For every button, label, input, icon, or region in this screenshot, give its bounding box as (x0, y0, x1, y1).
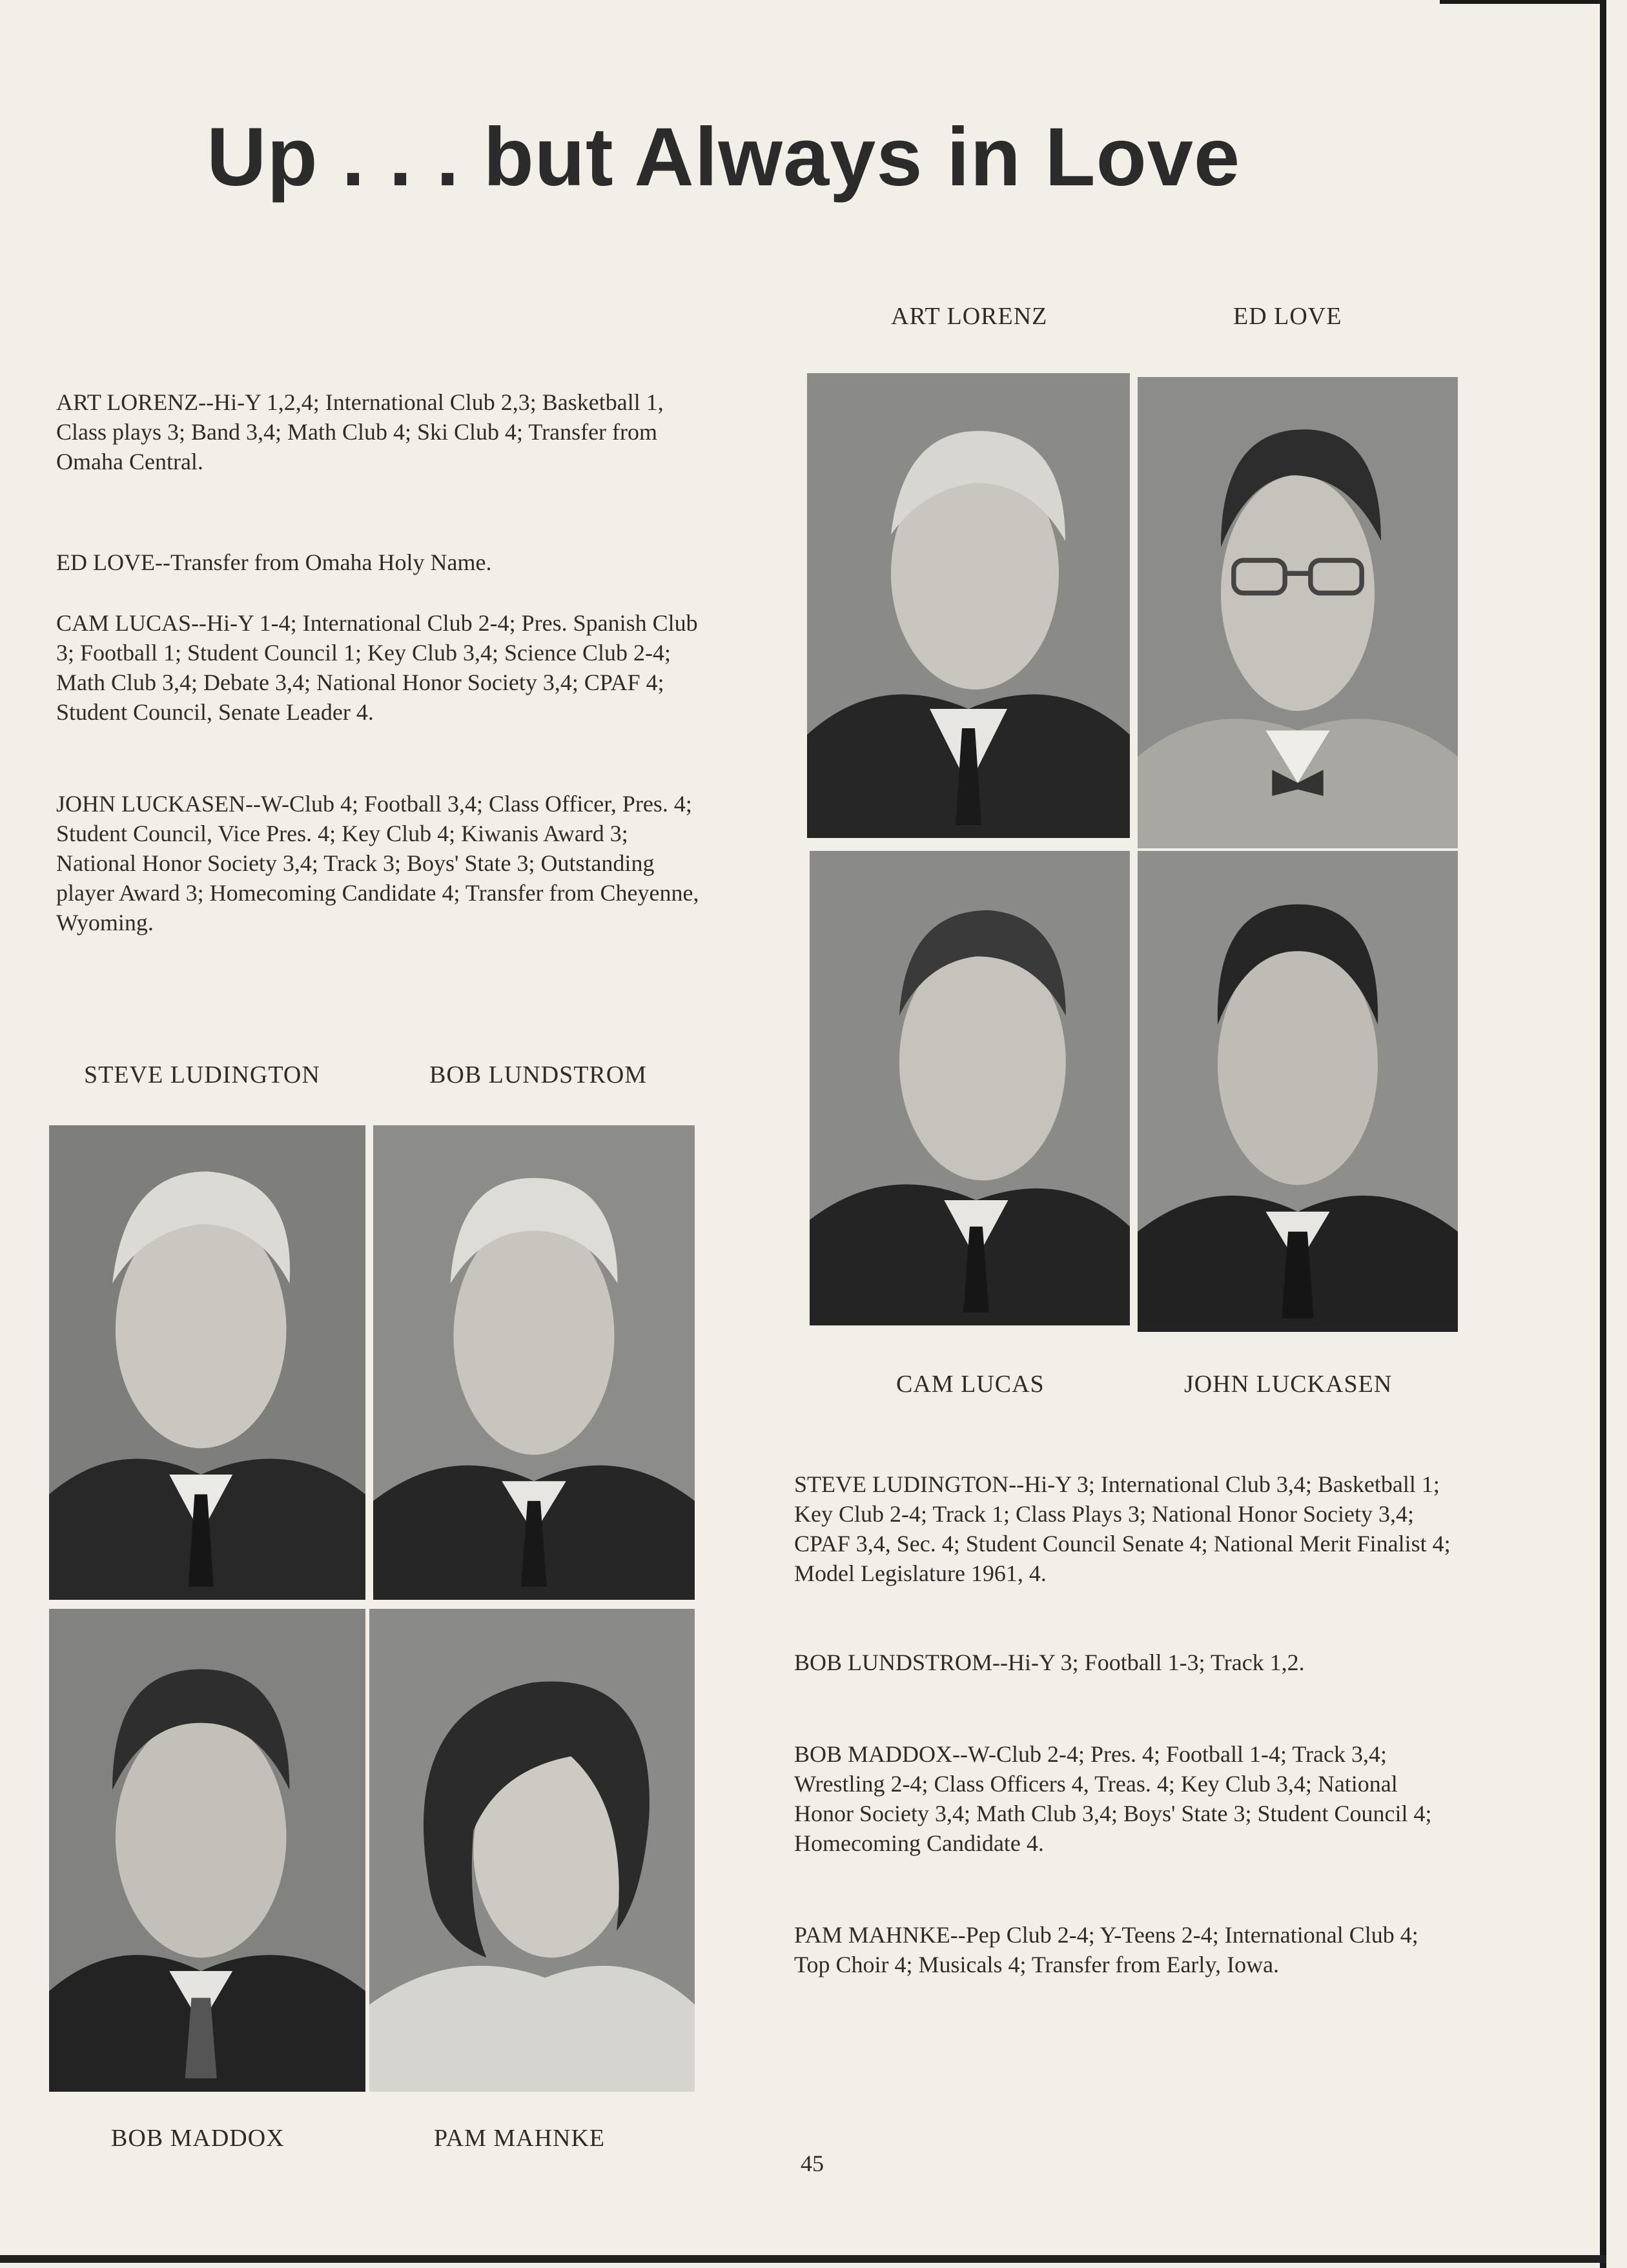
portrait-ed-love (1138, 377, 1458, 848)
caption-bob-lundstrom: BOB LUNDSTROM (429, 1061, 648, 1088)
caption-art-lorenz: ART LORENZ (891, 303, 1048, 330)
bio-steve-ludington: STEVE LUDINGTON--Hi-Y 3; International Club 3,4; Basketball 1; Key Club 2-4; Track 1; Class Plays 3; National Honor Society 3,4; CPAF 3,4, Sec. 4; Student Council Senate 4; National Merit Finalist 4; Model Legislature 1961, 4. (794, 1471, 1451, 1586)
bio-art-lorenz: ART LORENZ--Hi-Y 1,2,4; International Club 2,3; Basketball 1, Class plays 3; Band 3,4; Math Club 4; Ski Club 4; Transfer from Omaha Central. (56, 389, 664, 475)
bio-john-luckasen: JOHN LUCKASEN--W-Club 4; Football 3,4; Class Officer, Pres. 4; Student Council, Vice Pres. 4; Key Club 4; Kiwanis Award 3; National Honor Society 3,4; Track 3; Boys' State 3; Outstanding player Award 3; Homecoming Candidate 4; Transfer from Cheyenne, Wyoming. (56, 791, 699, 935)
bio-cam-lucas: CAM LUCAS--Hi-Y 1-4; International Club 2-4; Pres. Spanish Club 3; Football 1; Student Council 1; Key Club 3,4; Science Club 2-4; Math Club 3,4; Debate 3,4; National Honor Society 3,4; CPAF 4; Student Council, Senate Leader 4. (56, 610, 698, 725)
bio-pam-mahnke: PAM MAHNKE--Pep Club 2-4; Y-Teens 2-4; International Club 4; Top Choir 4; Musicals 4; Transfer from Early, Iowa. (794, 1922, 1418, 1977)
page-number: 45 (801, 2151, 824, 2176)
caption-bob-maddox: BOB MADDOX (111, 2125, 285, 2152)
bio-bob-maddox: BOB MADDOX--W-Club 2-4; Pres. 4; Football 1-4; Track 3,4; Wrestling 2-4; Class Officers 4, Treas. 4; Key Club 3,4; National Honor Society 3,4; Math Club 3,4; Boys' State 3; Student Council 4; Homecoming Candidate 4. (794, 1741, 1432, 1856)
caption-cam-lucas: CAM LUCAS (896, 1371, 1045, 1398)
portrait-bob-lundstrom (373, 1125, 695, 1600)
portrait-bob-maddox (49, 1609, 365, 2092)
page-edge-top (1440, 0, 1606, 4)
page-edge-right (1600, 0, 1606, 2268)
bio-bob-lundstrom: BOB LUNDSTROM--Hi-Y 3; Football 1-3; Track 1,2. (794, 1650, 1305, 1675)
page-edge-bottom (0, 2255, 1606, 2263)
caption-pam-mahnke: PAM MAHNKE (434, 2125, 606, 2152)
caption-steve-ludington: STEVE LUDINGTON (84, 1061, 320, 1088)
portrait-cam-lucas (810, 851, 1130, 1325)
portrait-john-luckasen (1138, 851, 1458, 1332)
bio-ed-love: ED LOVE--Transfer from Omaha Holy Name. (56, 549, 492, 575)
portrait-pam-mahnke (369, 1609, 695, 2092)
page-title: Up . . . but Always in Love (207, 111, 1241, 203)
caption-ed-love: ED LOVE (1233, 303, 1342, 330)
portrait-art-lorenz (807, 373, 1130, 838)
caption-john-luckasen: JOHN LUCKASEN (1184, 1371, 1393, 1398)
portrait-steve-ludington (49, 1125, 365, 1600)
